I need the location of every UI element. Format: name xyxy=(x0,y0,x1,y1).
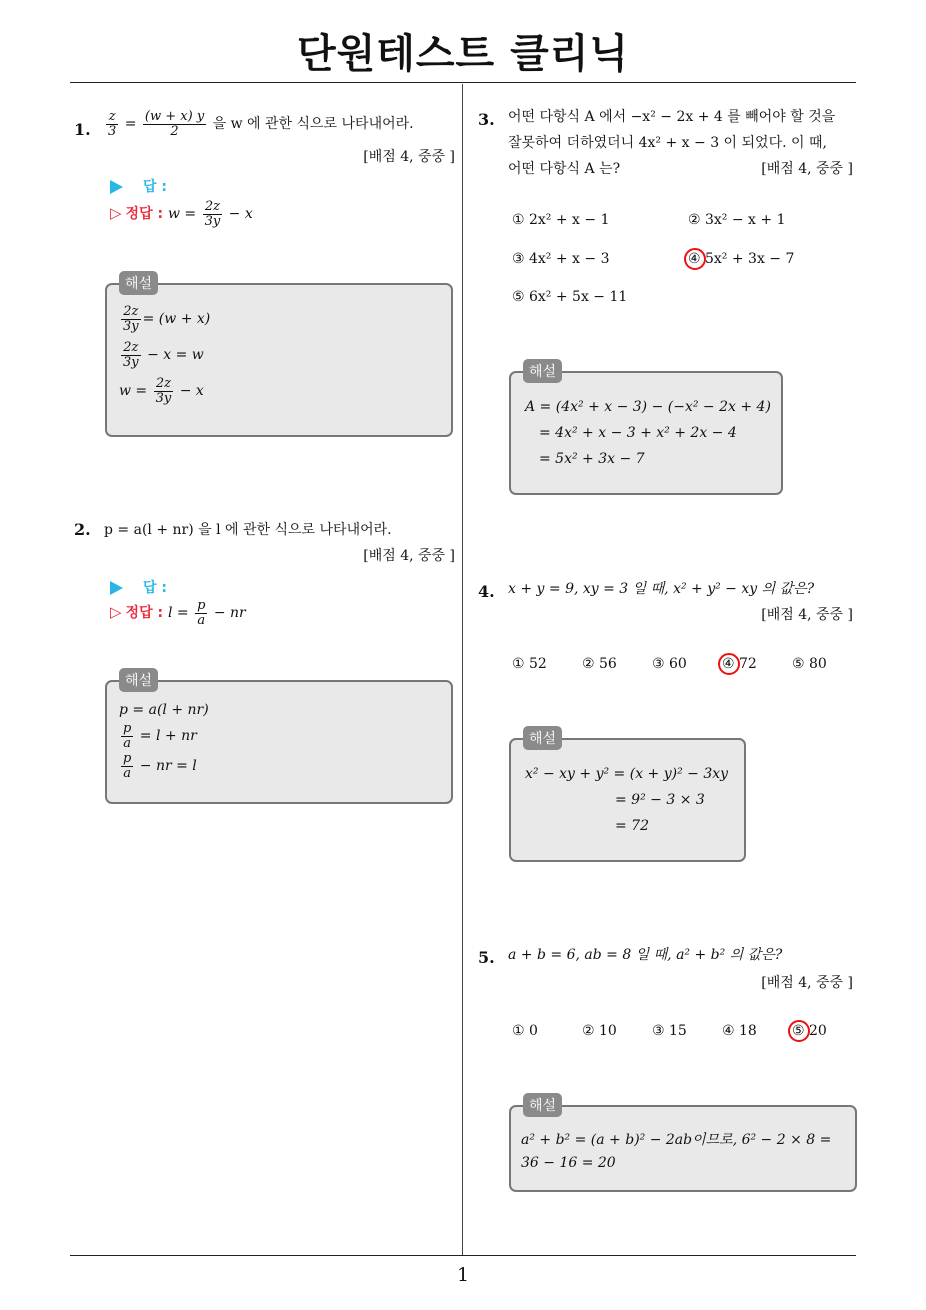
choice-2[interactable]: ② 56 xyxy=(582,656,617,672)
selected-circle-mark xyxy=(788,1020,810,1042)
answer-label: 답 : xyxy=(143,179,167,195)
explanation-line: 36 − 16 = 20 xyxy=(521,1155,616,1171)
question-text: p = a(l + nr) 을 l 에 관한 식으로 나타내어라. xyxy=(104,522,392,538)
explanation-box xyxy=(509,731,746,862)
explanation-line: w = $\frac{2z}{3y}$ − x xyxy=(119,376,204,406)
answer-label: 답 : xyxy=(143,580,167,596)
question-text-suffix: 을 w 에 관한 식으로 나타내어라. xyxy=(212,116,414,133)
choice-1[interactable]: ① 2x² + x − 1 xyxy=(512,212,610,228)
play-triangle-icon xyxy=(110,581,123,595)
correct-label: 정답 : xyxy=(125,605,164,622)
choice-4[interactable]: ④ 5x² + 3x − 7 xyxy=(688,251,795,267)
correct-label: 정답 : xyxy=(125,206,164,223)
question-text-line: 잘못하여 더하였더니 4x² + x − 3 이 되었다. 이 때, xyxy=(508,135,827,151)
question-number: 2. xyxy=(74,520,91,539)
header-rule xyxy=(70,82,856,83)
explanation-box xyxy=(105,276,453,437)
question-text: $\frac{z}{3}$ = $\frac{(w + x) y}{2}$ 을 w 에 관한 식으로 나타내어라. xyxy=(108,109,414,139)
explanation-tag: 해설 xyxy=(119,668,158,692)
choice-5[interactable]: ⑤ 80 xyxy=(792,656,827,672)
choice-5[interactable]: ⑤ 6x² + 5x − 11 xyxy=(512,289,628,305)
question-number: 5. xyxy=(478,948,495,967)
answer-line xyxy=(110,577,167,597)
explanation-line: $\frac{p}{a}$ − nr = l xyxy=(123,751,197,781)
answer-line xyxy=(110,176,167,196)
explanation-line: $\frac{p}{a}$ = l + nr xyxy=(123,721,197,751)
explanation-box xyxy=(509,1098,857,1192)
choice-3[interactable]: ③ 15 xyxy=(652,1023,687,1039)
selected-circle-mark xyxy=(718,653,740,675)
explanation-line: x² − xy + y² = (x + y)² − 3xy xyxy=(525,766,729,782)
question-meta: [배점 4, 중중 ] xyxy=(761,975,853,991)
question-meta: [배점 4, 중중 ] xyxy=(363,548,455,564)
choice-1[interactable]: ① 0 xyxy=(512,1023,538,1039)
explanation-tag: 해설 xyxy=(119,271,158,295)
explanation-line: $\frac{2z}{3y}$ = (w + x) xyxy=(123,304,211,334)
question-text-line: 어떤 다항식 A 에서 −x² − 2x + 4 를 빼어야 할 것을 xyxy=(508,109,836,125)
explanation-line: = 4x² + x − 3 + x² + 2x − 4 xyxy=(539,425,737,441)
question-number: 3. xyxy=(478,110,495,129)
selected-circle-mark xyxy=(684,248,706,270)
footer-rule xyxy=(70,1255,856,1256)
page-number: 1 xyxy=(456,1264,470,1286)
explanation-tag: 해설 xyxy=(523,1093,562,1117)
page-title: 단원테스트 클리닉 xyxy=(296,31,630,77)
explanation-line: p = a(l + nr) xyxy=(119,702,209,718)
question-number: 4. xyxy=(478,582,495,601)
correct-answer-value: w = $\frac{2z}{3y}$ − x xyxy=(167,199,253,229)
explanation-line: = 5x² + 3x − 7 xyxy=(539,451,645,467)
explanation-tag: 해설 xyxy=(523,359,562,383)
choice-5[interactable]: ⑤ 20 xyxy=(792,1023,827,1039)
explanation-line: A = (4x² + x − 3) − (−x² − 2x + 4) xyxy=(525,399,771,415)
choice-3[interactable]: ③ 60 xyxy=(652,656,687,672)
outline-triangle-icon: ▷ xyxy=(110,603,122,622)
explanation-line: = 72 xyxy=(615,818,649,834)
explanation-line: $\frac{2z}{3y}$ − x = w xyxy=(123,340,204,370)
play-triangle-icon xyxy=(110,180,123,194)
column-divider xyxy=(462,84,463,1256)
choice-2[interactable]: ② 3x² − x + 1 xyxy=(688,212,786,228)
question-meta: [배점 4, 중중 ] xyxy=(761,161,853,177)
choice-3[interactable]: ③ 4x² + x − 3 xyxy=(512,251,610,267)
correct-answer-value: l = $\frac{p}{a}$ − nr xyxy=(167,598,246,628)
question-meta: [배점 4, 중중 ] xyxy=(363,149,455,165)
choice-2[interactable]: ② 10 xyxy=(582,1023,617,1039)
question-number: 1. xyxy=(74,120,91,139)
explanation-box xyxy=(105,673,453,804)
explanation-line: = 9² − 3 × 3 xyxy=(615,792,705,808)
question-text: a + b = 6, ab = 8 일 때, a² + b² 의 값은? xyxy=(508,947,783,963)
explanation-box xyxy=(509,364,783,495)
choice-4[interactable]: ④ 72 xyxy=(722,656,757,672)
outline-triangle-icon: ▷ xyxy=(110,204,122,223)
question-text: x + y = 9, xy = 3 일 때, x² + y² − xy 의 값은? xyxy=(508,581,815,597)
question-text-line: 어떤 다항식 A 는? xyxy=(508,161,621,177)
correct-answer-line xyxy=(110,200,253,228)
explanation-line: a² + b² = (a + b)² − 2ab이므로, 6² − 2 × 8 = xyxy=(521,1132,832,1148)
explanation-tag: 해설 xyxy=(523,726,562,750)
choice-1[interactable]: ① 52 xyxy=(512,656,547,672)
choice-4[interactable]: ④ 18 xyxy=(722,1023,757,1039)
question-meta: [배점 4, 중중 ] xyxy=(761,607,853,623)
correct-answer-line xyxy=(110,599,246,627)
